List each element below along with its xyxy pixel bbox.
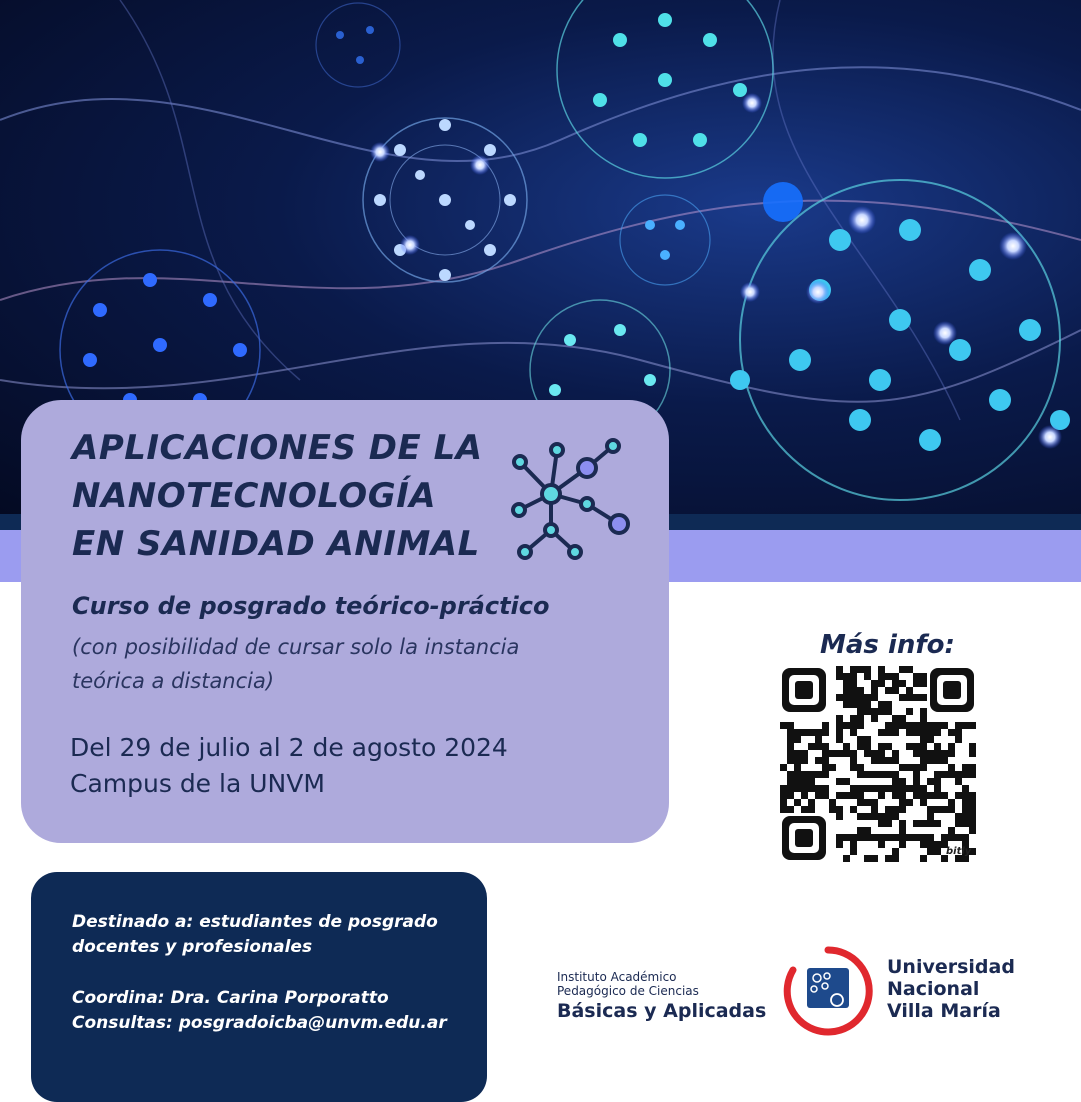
molecule-sphere-7 xyxy=(316,3,400,87)
university-line-1: Universidad xyxy=(887,956,1015,978)
course-title-line-2: NANOTECNOLOGÍA xyxy=(72,476,437,516)
course-title-line-1: APLICACIONES DE LA xyxy=(72,428,483,468)
institute-line-1: Instituto Académico xyxy=(557,970,677,984)
institute-logo-text xyxy=(557,970,766,1022)
audience-line-2: docentes y profesionales xyxy=(72,937,313,957)
institute-line-2: Pedagógico de Ciencias xyxy=(557,984,699,998)
qr-code-icon[interactable] xyxy=(780,666,976,862)
audience-line-1: Destinado a: estudiantes de posgrado xyxy=(72,912,438,932)
university-logo-icon xyxy=(783,946,873,1036)
course-info xyxy=(72,910,447,1036)
institute-line-3: Básicas y Aplicadas xyxy=(557,1000,767,1022)
molecule-sphere-6 xyxy=(620,195,710,285)
university-line-2: Nacional xyxy=(887,978,980,1000)
molecule-network-icon xyxy=(505,432,635,564)
molecule-sphere-3 xyxy=(730,180,1070,500)
course-title-line-3: EN SANIDAD ANIMAL xyxy=(72,524,480,564)
venue: Campus de la UNVM xyxy=(70,769,325,798)
contact-email[interactable]: Consultas: posgradoicba@unvm.edu.ar xyxy=(72,1013,447,1033)
course-title xyxy=(72,424,483,568)
university-name xyxy=(887,956,1015,1022)
molecule-sphere-1 xyxy=(363,118,527,282)
coordinator: Coordina: Dra. Carina Porporatto xyxy=(72,988,389,1008)
more-info-label: Más info: xyxy=(820,630,955,660)
course-modality-note: (con posibilidad de cursar solo la instancia teórica a distancia) xyxy=(72,635,520,693)
bitly-logo: bitly xyxy=(946,846,972,857)
course-dates xyxy=(70,730,508,802)
course-subtitle: Curso de posgrado teórico-práctico xyxy=(72,592,550,620)
date-range: Del 29 de julio al 2 de agosto 2024 xyxy=(70,733,508,762)
molecule-sphere-2 xyxy=(557,0,773,178)
university-line-3: Villa María xyxy=(887,1000,1001,1022)
